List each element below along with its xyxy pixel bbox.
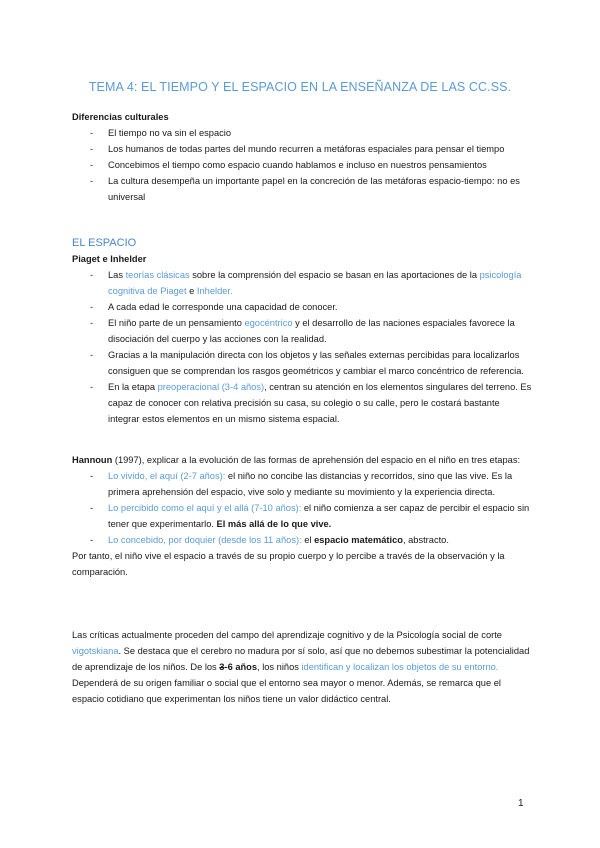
- cultural-heading: Diferencias culturales: [72, 112, 169, 122]
- highlight: Lo vivido, el aquí (2-7 años):: [108, 471, 226, 481]
- page-title: TEMA 4: EL TIEMPO Y EL ESPACIO EN LA ENSEÑANZA DE LAS CC.SS.: [88, 80, 512, 94]
- highlight: Inhelder.: [196, 286, 233, 296]
- list-item: - En la etapa preoperacional (3-4 años), centran su atención en los elementos singulares del terreno. Es capaz de conocer con relativa precisión su casa, su colegio o su calle, pero le costará bastante integrar estos elementos en un mismo sistema espacial.: [72, 379, 532, 427]
- espacio-section: [72, 235, 532, 427]
- hannoun-conclusion: Por tanto, el niño vive el espacio a través de su propio cuerpo y lo percibe a través de la observación y la comparación.: [72, 551, 505, 577]
- list-item: - Lo concebido, por doquier (desde los 11 años): el espacio matemático, abstracto.: [72, 532, 532, 548]
- page-number: 1: [518, 798, 524, 809]
- highlight: egocéntrico: [244, 318, 293, 328]
- hannoun-section: [72, 452, 532, 580]
- list-item: - La cultura desempeña un importante papel en la concreción de las metáforas espacio-tiempo: no es universal: [72, 173, 532, 205]
- highlight: Lo concebido, por doquier (desde los 11 años):: [108, 535, 302, 545]
- list-item: - Lo percibido como el aquí y el allá (7-10 años): el niño comienza a ser capaz de percibir el espacio sin tener que experimentarlo. El más allá de lo que vive.: [72, 500, 532, 532]
- list-item: - Las teorías clásicas sobre la comprensión del espacio se basan en las aportaciones de la psicología cognitiva de Piaget e Inhelder.: [72, 267, 532, 299]
- list-item: - El niño parte de un pensamiento egocéntrico y el desarrollo de las naciones espaciales favorece la disociación del cuerpo y las acciones con la realidad.: [72, 315, 532, 347]
- stages-list: [72, 468, 532, 548]
- highlight: preoperacional (3-4 años): [157, 382, 265, 392]
- criticas-paragraph: Las críticas actualmente proceden del campo del aprendizaje cognitivo y de la Psicología social de corte vigotskiana. Se destaca que el cerebro no madura por sí solo, así que no debemos subestimar la potencialidad de aprendizaje de los niños. De los 3-6 años, los niños identifican y localizan los objetos de su entorno. Dependerá de su origen familiar o social que el entorno sea mayor o menor. Además, se remarca que el espacio cotidiano que experimentan los niños tiene un valor didáctico central.: [72, 630, 530, 704]
- criticas-section: [72, 627, 532, 707]
- author-name: Hannoun: [72, 455, 113, 465]
- hannoun-intro: Hannoun (1997), explicar a la evolución de las formas de aprehensión del espacio en el niño en tres etapas:: [72, 455, 521, 465]
- highlight: teorías clásicas: [125, 270, 190, 280]
- highlight: psicología cognitiva de Piaget: [108, 270, 522, 296]
- list-item: - Gracias a la manipulación directa con los objetos y las señales externas percibidas para localizarlos consiguen que se comprendan los rasgos geométricos y cambiar el marco concéntrico de referencia.: [72, 347, 532, 379]
- highlight: vigotskiana: [72, 646, 119, 656]
- struck-text: 3: [219, 662, 225, 672]
- list-item: - Lo vivido, el aquí (2-7 años): el niño no concibe las distancias y recorridos, sino que las vive. Es la primera aprehensión del espacio, vive solo y mediante su movimiento y la experiencia directa.: [72, 468, 532, 500]
- list-item: - El tiempo no va sin el espacio: [72, 125, 532, 141]
- highlight: identifican y localizan los objetos de su entorno.: [301, 662, 499, 672]
- list-item: - Concebimos el tiempo como espacio cuando hablamos e incluso en nuestros pensamientos: [72, 157, 532, 173]
- highlight: Lo percibido como el aquí y el allá (7-10 años):: [108, 503, 302, 513]
- list-item: - A cada edad le corresponde una capacidad de conocer.: [72, 299, 532, 315]
- list-item: - Los humanos de todas partes del mundo recurren a metáforas espaciales para pensar el tiempo: [72, 141, 532, 157]
- section-heading: EL ESPACIO: [72, 237, 137, 249]
- piaget-list: [72, 267, 532, 427]
- cultural-list: [72, 125, 532, 205]
- subheading: Piaget e Inhelder: [72, 254, 147, 264]
- cultural-section: [72, 109, 532, 205]
